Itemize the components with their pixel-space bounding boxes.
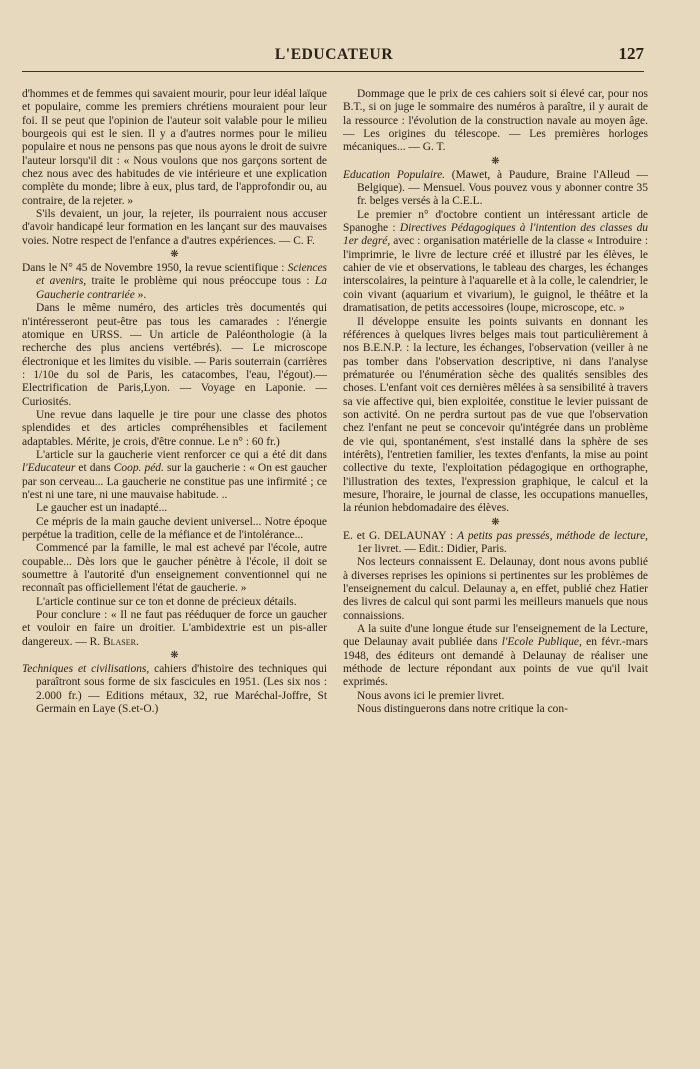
paragraph: Le gaucher est un inadapté... <box>36 502 168 515</box>
paragraph: Nous distinguerons dans notre critique la con- <box>357 703 568 716</box>
paragraph: Le premier n° d'octobre contient un intéressant article de Spanoghe : Directives Pédagogiques à l'intention des classes du 1er degré, avec : organisation matérielle de la classe « Introduire : l'imprimrie, le livre de lecture créé et illustré par les élèves, le cahier de vie et observations, le tableau des charges, les échanges interscolaires, la peinture à l'aquarelle et à la colle, le calendrier, le coin vivant (aquarium et vivarium), le guignol, le théâtre et la dramatisation, de petits accessoires (loupe, microscope, etc. » <box>343 208 649 315</box>
paragraph: Education Populaire. (Mawet, à Paudure, Braine l'Alleud — Belgique). — Mensuel. Vous pouvez vous y abonner contre 35 fr. belges versés à la C.E.L. <box>343 168 648 208</box>
paragraph: Pour conclure : « Il ne faut pas rééduquer de force un gaucher et vouloir en faire un droitier. L'ambidextrie est un pis-aller dangereux. — R. Blaser. <box>22 609 327 648</box>
paragraph: L'article sur la gaucherie vient renforcer ce qui a été dit dans l'Educateur et dans Coop. péd. sur la gaucherie : « On est gaucher par son cerveau... La gaucherie ne constitue pas une infirmité ; ce n'est ni une tare, ni une mauvaise habitude. .. <box>22 448 327 501</box>
header-rule <box>22 71 644 72</box>
paragraph: A la suite d'une longue étude sur l'enseignement de la Lecture, que Delaunay avait publiée dans l'Ecole Publique, en févr.-mars 1948, des éditeurs ont demandé à Delaunay de réaliser une méthode de lecture répondant aux points de vue qu'il lvait exprimés. <box>343 623 648 689</box>
paragraph: Il développe ensuite les points suivants en donnant les références à quelques livres belges mais tout particulièrement à nos B.E.N.P. : la lecture, les échanges, l'observation (veiller à ne pas tomber dans l'observation descriptive, ni dans l'analyse prématurée ou l'énumération sèche des qualités sensibles des choses. L'enfant voit ces dernières mêlées à sa sensibilité à travers sa vie affective qui, bien exploitée, constitue le levier puissant de son activité. On ne perdra surtout pas de vue que l'observation chez l'enfant ne peut se concevoir qu'intégrée dans un problème de vie qui, spontanément, s'est installé dans la sphère de ses intérêts), l'entretien familier, les textes d'enfants, la mise au point collective du texte, l'exploitation pédagogique en orthographe, l'illustration des textes, l'expression graphique, le calcul et la mesure, l'horaire, le journal de classe, les occupations manuelles, la réunion hebdomadaire des élèves. <box>343 315 648 515</box>
page-header <box>24 44 644 72</box>
paragraph: Ce mépris de la main gauche devient universel... Notre époque perpétue la tradition, celle de la méfiance et de l'intolérance... <box>22 515 327 541</box>
left-column <box>22 88 327 716</box>
paragraph: Dans le même numéro, des articles très documentés qui n'intéresseront peut-être pas tous les camarades : l'énergie atomique en URSS. — Un article de Paléonthologie (à la recherche des plus anciens vertébrés). — Le microscope électronique et les limites du visible. — Paris souterrain (carrières : 1/10e du sol de Paris, les catacombes, l'eau, l'égout).— Electrification de Paris,Lyon. — Voyage en Laponie. — Curiosités. <box>22 302 327 408</box>
ornament-icon: ❋ <box>170 650 179 662</box>
right-column <box>343 88 648 716</box>
paragraph: Techniques et civilisations, cahiers d'histoire des techniques qui paraîtront sous forme de six fascicules en 1951. (Les six nos : 2.000 fr.) — Editions métaux, 32, rue Maréchal-Joffre, St Germain en Laye (S.et-O.) <box>22 663 328 716</box>
ornament-icon: ❋ <box>170 249 179 261</box>
paragraph: Une revue dans laquelle je tire pour une classe des photos splendides et des articles compréhensibles et facilement adaptables. Mérite, je crois, d'être connue. Le n° : 60 fr.) <box>22 408 327 448</box>
ornament-icon: ❋ <box>491 155 500 167</box>
paragraph: d'hommes et de femmes qui savaient mourir, pour leur idéal laïque et populaire, comme les premiers chrétiens mouraient pour leur foi. Il se peut que l'opinion de l'auteur soit valable pour le milieu bourgeois qui est le sien. Il y a d'autres normes pour le milieu populaire et nous ne pensons pas que nous ayons le droit de suivre l'auteur lorsqu'il dit : « Nous voulons que nos garçons sortent de chez nous avec des habitudes de vie intérieure et une explication complète du monde; libre à eux, plus tard, de l'approfondir ou, au contraire, de la rejeter. » <box>22 88 327 207</box>
running-title: L'EDUCATEUR <box>274 46 394 63</box>
paragraph: Dans le N° 45 de Novembre 1950, la revue scientifique : Sciences et avenirs, traite le problème qui nous préoccupe tous : La Gaucherie contrariée ». <box>22 262 327 301</box>
ornament-icon: ❋ <box>491 516 500 528</box>
paragraph: Nos lecteurs connaissent E. Delaunay, dont nous avons publié à diverses reprises les opinions si pertinentes sur les problèmes de l'enseignement du calcul. Delaunay a, en effet, publié chez Hatier des livres de calcul qui sont parmi les meilleurs manuels que nous connaissions. <box>343 556 648 622</box>
paragraph: Commencé par la famille, le mal est achevé par l'école, autre coupable... Dès lors que le gaucher pénètre à l'école, il doit se soumettre à l'autorité d'un enseignement conventionnel qui ne reconnaît pas officiellement l'état de gaucherie. » <box>22 542 327 595</box>
paragraph: Nous avons ici le premier livret. <box>357 689 505 702</box>
paragraph: S'ils devaient, un jour, la rejeter, ils pourraient nous accuser d'avoir handicapé leur formation en les lançant sur des mauvaises voies. Notre respect de l'enfance a d'autres expériences. — C. F. <box>22 208 327 247</box>
paragraph: Dommage que le prix de ces cahiers soit si élevé car, pour nos B.T., si on juge le sommaire des numéros à paraître, il y aurait de la ressource : l'évolution de la construction navale au moyen âge. — Les origines du télescope. — Les premières horloges mécaniques... — G. T. <box>343 88 648 154</box>
page-number: 127 <box>618 44 644 63</box>
paragraph: E. et G. DELAUNAY : A petits pas pressés, méthode de lecture, 1er livret. — Edit.: Didier, Paris. <box>343 529 649 555</box>
paragraph: L'article continue sur ce ton et donne de précieux détails. <box>36 595 297 608</box>
